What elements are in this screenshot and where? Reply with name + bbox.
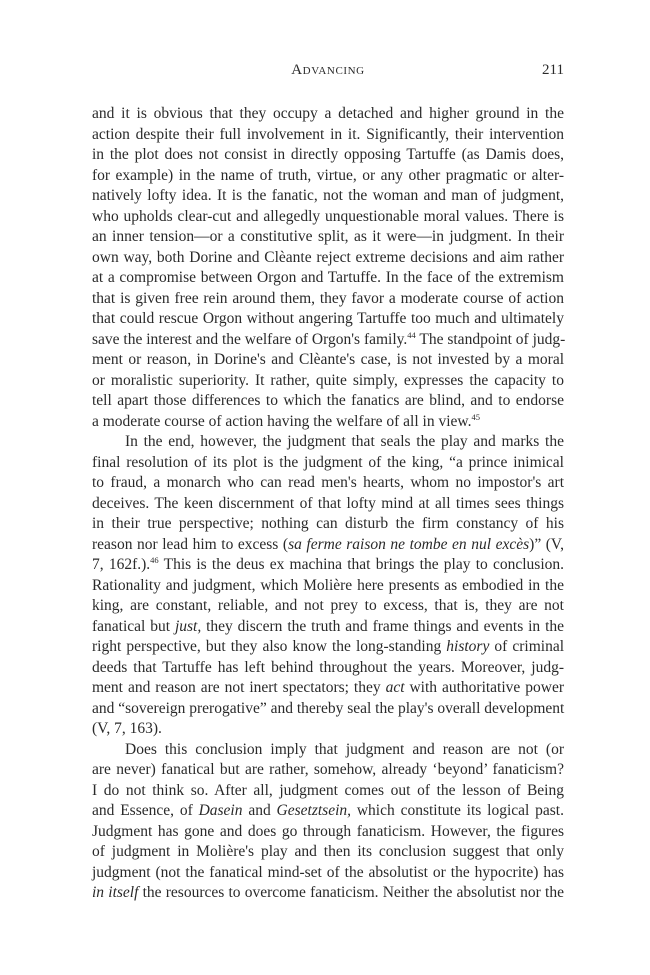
- line-text: ment or reason, in Dorine's and Clèante's case, is not invested by a moral: [92, 351, 564, 368]
- text-line: [92, 227, 564, 248]
- line-text: are never) fanatical but are rather, somehow, already ‘beyond’ fanaticism?: [92, 761, 564, 778]
- line-text: The standpoint of judg-: [415, 330, 566, 348]
- text-line: [92, 658, 564, 679]
- italic-text: act: [385, 679, 405, 696]
- line-text: a moderate course of action having the welfare of all in view.: [92, 412, 472, 430]
- italic-text: history: [446, 638, 490, 655]
- line-text: action despite their full involvement in it. Significantly, their intervention: [92, 125, 564, 143]
- page-number: 211: [542, 62, 564, 78]
- text-line: [92, 596, 564, 617]
- line-text: or moralistic superiority. It rather, quite simply, expresses the capacity to: [92, 371, 564, 389]
- line-text: )” (V,: [529, 535, 564, 553]
- text-line: [92, 514, 564, 535]
- text-line: [92, 555, 564, 576]
- running-head: [92, 62, 564, 82]
- line-text: Does this conclusion imply that judgment and reason are not (or: [125, 740, 564, 758]
- italic-text: sa ferme raison ne tombe en nul excès: [288, 535, 530, 553]
- body-text: [92, 104, 564, 904]
- line-text: who upholds clear-cut and allegedly unquestionable moral values. There is: [92, 207, 564, 225]
- italic-text: in itself: [92, 884, 139, 901]
- line-text: that could rescue Orgon without angering Tartuffe too much and ultimately: [92, 310, 564, 327]
- text-line: [92, 781, 564, 802]
- line-text: 7, 162f.).: [92, 556, 151, 573]
- line-text: right perspective, but they also know the long-standing: [92, 638, 447, 655]
- text-line: [92, 453, 564, 474]
- line-text: which constitute its logical past.: [351, 802, 564, 819]
- text-line: [92, 248, 564, 269]
- line-text: they discern the truth and frame things and events in the: [201, 617, 565, 635]
- footnote-ref: 46: [150, 555, 159, 565]
- text-line: [92, 289, 564, 310]
- line-text: own way, both Dorine and Clèante reject extreme decisions and aim rather: [92, 248, 564, 266]
- line-text: with authoritative power: [404, 679, 564, 696]
- text-line: [92, 432, 564, 453]
- text-line: [92, 760, 564, 781]
- line-text: (V, 7, 163).: [92, 720, 162, 737]
- text-line: [92, 473, 564, 494]
- footnote-ref: 44: [407, 329, 416, 340]
- text-line: [92, 371, 564, 392]
- text-line: [92, 207, 564, 228]
- text-line: [92, 125, 564, 146]
- text-line: [92, 801, 564, 822]
- line-text: natively lofty idea. It is the fanatic, not the woman and man of judgment,: [92, 187, 564, 204]
- line-text: king, are constant, reliable, and not prey to excess, that is, they are not: [92, 597, 564, 614]
- text-line: [92, 391, 564, 412]
- line-text: final resolution of its plot is the judgment of the king, “a prince inimical: [92, 453, 564, 471]
- text-line: [92, 863, 564, 884]
- text-line: [92, 166, 564, 187]
- line-text: and it is obvious that they occupy a detached and higher ground in the: [92, 105, 564, 122]
- text-line: [92, 104, 564, 125]
- line-text: judgment (not the fanatical mind-set of the absolutist or the hypocrite) has: [92, 863, 564, 881]
- text-line: [92, 145, 564, 166]
- text-line: [92, 699, 564, 720]
- text-line: [92, 535, 564, 556]
- line-text: Rationality and judgment, which Molière here presents as embodied in the: [92, 576, 564, 594]
- line-text: deeds that Tartuffe has left behind throughout the years. Moreover, judg-: [92, 658, 564, 676]
- italic-text: Gesetztsein,: [276, 802, 352, 819]
- line-text: and “sovereign prerogative” and thereby seal the play's overall development: [92, 699, 565, 717]
- line-text: of criminal: [489, 638, 564, 655]
- text-line: [92, 350, 564, 371]
- line-text: of judgment in Molière's play and then its conclusion suggest that only: [92, 843, 564, 860]
- text-line: [92, 309, 564, 330]
- text-line: [92, 412, 564, 433]
- line-text: and: [242, 802, 277, 819]
- text-line: [92, 678, 564, 699]
- line-text: an inner tension—or a constitutive split, as it were—in judgment. In their: [92, 228, 564, 245]
- line-text: tell apart those differences to which the fanatics are blind, and to endorse: [92, 392, 564, 409]
- text-line: [92, 637, 564, 658]
- line-text: in their true perspective; nothing can disturb the firm constancy of his: [92, 515, 564, 532]
- text-line: [92, 576, 564, 597]
- line-text: that is given free rein around them, they favor a moderate course of action: [92, 289, 564, 307]
- text-line: [92, 822, 564, 843]
- text-line: [92, 494, 564, 515]
- text-line: [92, 268, 564, 289]
- line-text: deceives. The keen discernment of that lofty mind at all times sees things: [92, 494, 564, 512]
- line-text: This is the deus ex machina that brings the play to conclusion.: [158, 556, 565, 573]
- line-text: at a compromise between Orgon and Tartuffe. In the face of the extremism: [92, 269, 564, 286]
- text-line: [92, 186, 564, 207]
- text-line: [92, 330, 564, 351]
- text-line: [92, 740, 564, 761]
- line-text: and Essence, of: [92, 802, 199, 819]
- text-line: [92, 719, 564, 740]
- footnote-ref: 45: [471, 411, 480, 422]
- running-head-title: Advancing: [291, 62, 365, 78]
- text-line: [92, 617, 564, 638]
- line-text: for example) in the name of truth, virtue, or any other pragmatic or alter-: [92, 166, 564, 184]
- line-text: In the end, however, the judgment that seals the play and marks the: [125, 433, 564, 450]
- line-text: I do not think so. After all, judgment comes out of the lesson of Being: [92, 781, 564, 799]
- italic-text: just,: [174, 617, 202, 635]
- line-text: the resources to overcome fanaticism. Neither the absolutist nor the: [138, 884, 564, 901]
- italic-text: Dasein: [198, 802, 243, 819]
- text-line: [92, 883, 564, 904]
- line-text: in the plot does not consist in directly opposing Tartuffe (as Damis does,: [92, 146, 564, 163]
- line-text: reason nor lead him to excess (: [92, 535, 289, 553]
- line-text: to fraud, a monarch who can read men's hearts, whom no impostor's art: [92, 474, 564, 491]
- line-text: Judgment has gone and does go through fanaticism. However, the figures: [92, 822, 564, 840]
- line-text: fanatical but: [92, 617, 175, 635]
- line-text: save the interest and the welfare of Orgon's family.: [92, 330, 408, 348]
- line-text: ment and reason are not inert spectators; they: [92, 679, 386, 696]
- text-line: [92, 842, 564, 863]
